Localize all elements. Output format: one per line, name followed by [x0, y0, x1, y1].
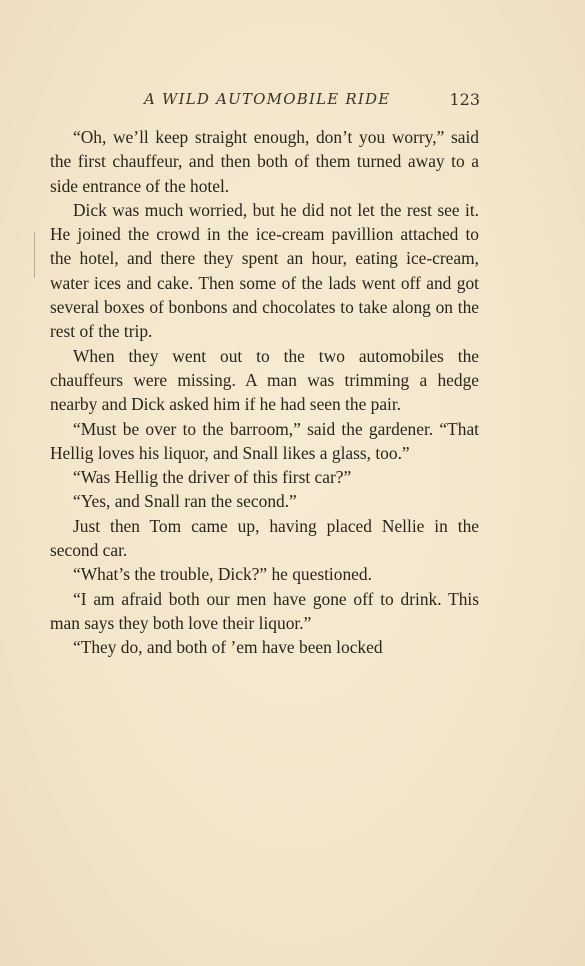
chapter-title: A WILD AUTOMOBILE RIDE	[144, 90, 391, 108]
running-head	[50, 90, 480, 114]
paragraph: “They do, and both of ’em have been locked	[73, 637, 383, 658]
margin-mark	[34, 232, 35, 278]
paragraph: “Oh, we’ll keep straight enough, don’t you worry,” said the first chauffeur, and then both of them turned away to a side entrance of the hotel.	[50, 127, 479, 196]
page-number: 123	[449, 90, 480, 109]
paragraph: Dick was much worried, but he did not let the rest see it. He joined the crowd in the ice-cream pavillion attached to the hotel, and there they spent an hour, eating ice-cream, water ices and cake. Then some of the lads went off and got several boxes of bonbons and chocolates to take along on the rest of the trip.	[50, 199, 479, 342]
paragraph: “What’s the trouble, Dick?” he questioned.	[73, 564, 372, 585]
paragraph: “Must be over to the barroom,” said the gardener. “That Hellig loves his liquor, and Snall likes a glass, too.”	[50, 418, 479, 463]
paragraph: “I am afraid both our men have gone off to drink. This man says they both love their liquor.”	[50, 588, 479, 633]
paragraph: “Yes, and Snall ran the second.”	[73, 491, 297, 512]
paragraph: Just then Tom came up, having placed Nellie in the second car.	[50, 515, 479, 561]
paragraph: When they went out to the two automobiles the chauffeurs were missing. A man was trimming a hedge nearby and Dick asked him if he had seen the pair.	[50, 345, 479, 415]
paragraph: “Was Hellig the driver of this first car?”	[73, 467, 352, 488]
body-text	[50, 125, 479, 660]
